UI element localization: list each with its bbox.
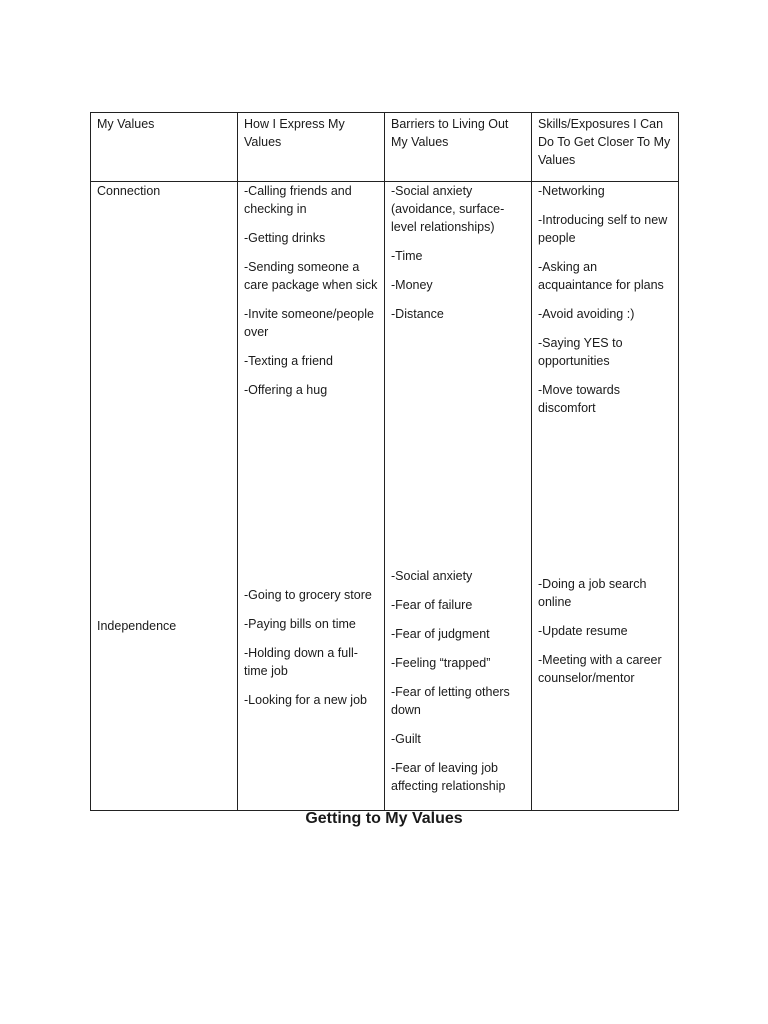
skills-group-independence — [538, 575, 672, 698]
values-table — [90, 112, 679, 811]
list-item: -Distance — [391, 307, 444, 321]
values-cell — [91, 182, 238, 811]
list-item: -Networking — [538, 184, 605, 198]
list-item: -Paying bills on time — [244, 617, 356, 631]
list-item: -Holding down a full-time job — [244, 646, 358, 678]
body-row — [91, 182, 679, 811]
express-group-independence — [244, 586, 378, 720]
list-item: -Getting drinks — [244, 231, 326, 245]
list-item: -Time — [391, 249, 423, 263]
list-item: -Introducing self to new people — [538, 213, 668, 245]
list-item: -Fear of judgment — [391, 627, 490, 641]
list-item: -Social anxiety (avoidance, surface-level relationships) — [391, 184, 505, 234]
list-item: -Doing a job search online — [538, 577, 647, 609]
list-item: -Feeling “trapped” — [391, 656, 491, 670]
express-cell — [238, 182, 385, 811]
header-my-values: My Values — [91, 113, 238, 182]
list-item: -Meeting with a career counselor/mentor — [538, 653, 662, 685]
list-item: -Fear of failure — [391, 598, 473, 612]
value-independence: Independence — [97, 619, 177, 633]
list-item: -Saying YES to opportunities — [538, 336, 623, 368]
list-item: -Invite someone/people over — [244, 307, 374, 339]
header-barriers: Barriers to Living Out My Values — [385, 113, 532, 182]
list-item: -Social anxiety — [391, 569, 473, 583]
list-item: -Fear of letting others down — [391, 685, 510, 717]
skills-cell — [532, 182, 679, 811]
list-item: -Avoid avoiding :) — [538, 307, 635, 321]
header-how-i-express: How I Express My Values — [238, 113, 385, 182]
list-item: -Texting a friend — [244, 354, 333, 368]
list-item: -Asking an acquaintance for plans — [538, 260, 664, 292]
list-item: -Looking for a new job — [244, 693, 367, 707]
value-connection: Connection — [97, 184, 161, 198]
barriers-cell — [385, 182, 532, 811]
header-row — [91, 113, 679, 182]
barriers-group-connection — [391, 182, 525, 334]
list-item: -Guilt — [391, 732, 421, 746]
list-item: -Fear of leaving job affecting relationship — [391, 761, 506, 793]
express-group-connection — [244, 182, 378, 410]
header-skills-exposures: Skills/Exposures I Can Do To Get Closer To My Values — [532, 113, 679, 182]
list-item: -Sending someone a care package when sick — [244, 260, 378, 292]
skills-group-connection — [538, 182, 672, 428]
list-item: -Going to grocery store — [244, 588, 372, 602]
list-item: -Offering a hug — [244, 383, 328, 397]
list-item: -Move towards discomfort — [538, 383, 620, 415]
document-title: Getting to My Values — [305, 810, 463, 827]
list-item: -Update resume — [538, 624, 628, 638]
list-item: -Money — [391, 278, 433, 292]
barriers-group-independence — [391, 567, 525, 806]
list-item: -Calling friends and checking in — [244, 184, 352, 216]
